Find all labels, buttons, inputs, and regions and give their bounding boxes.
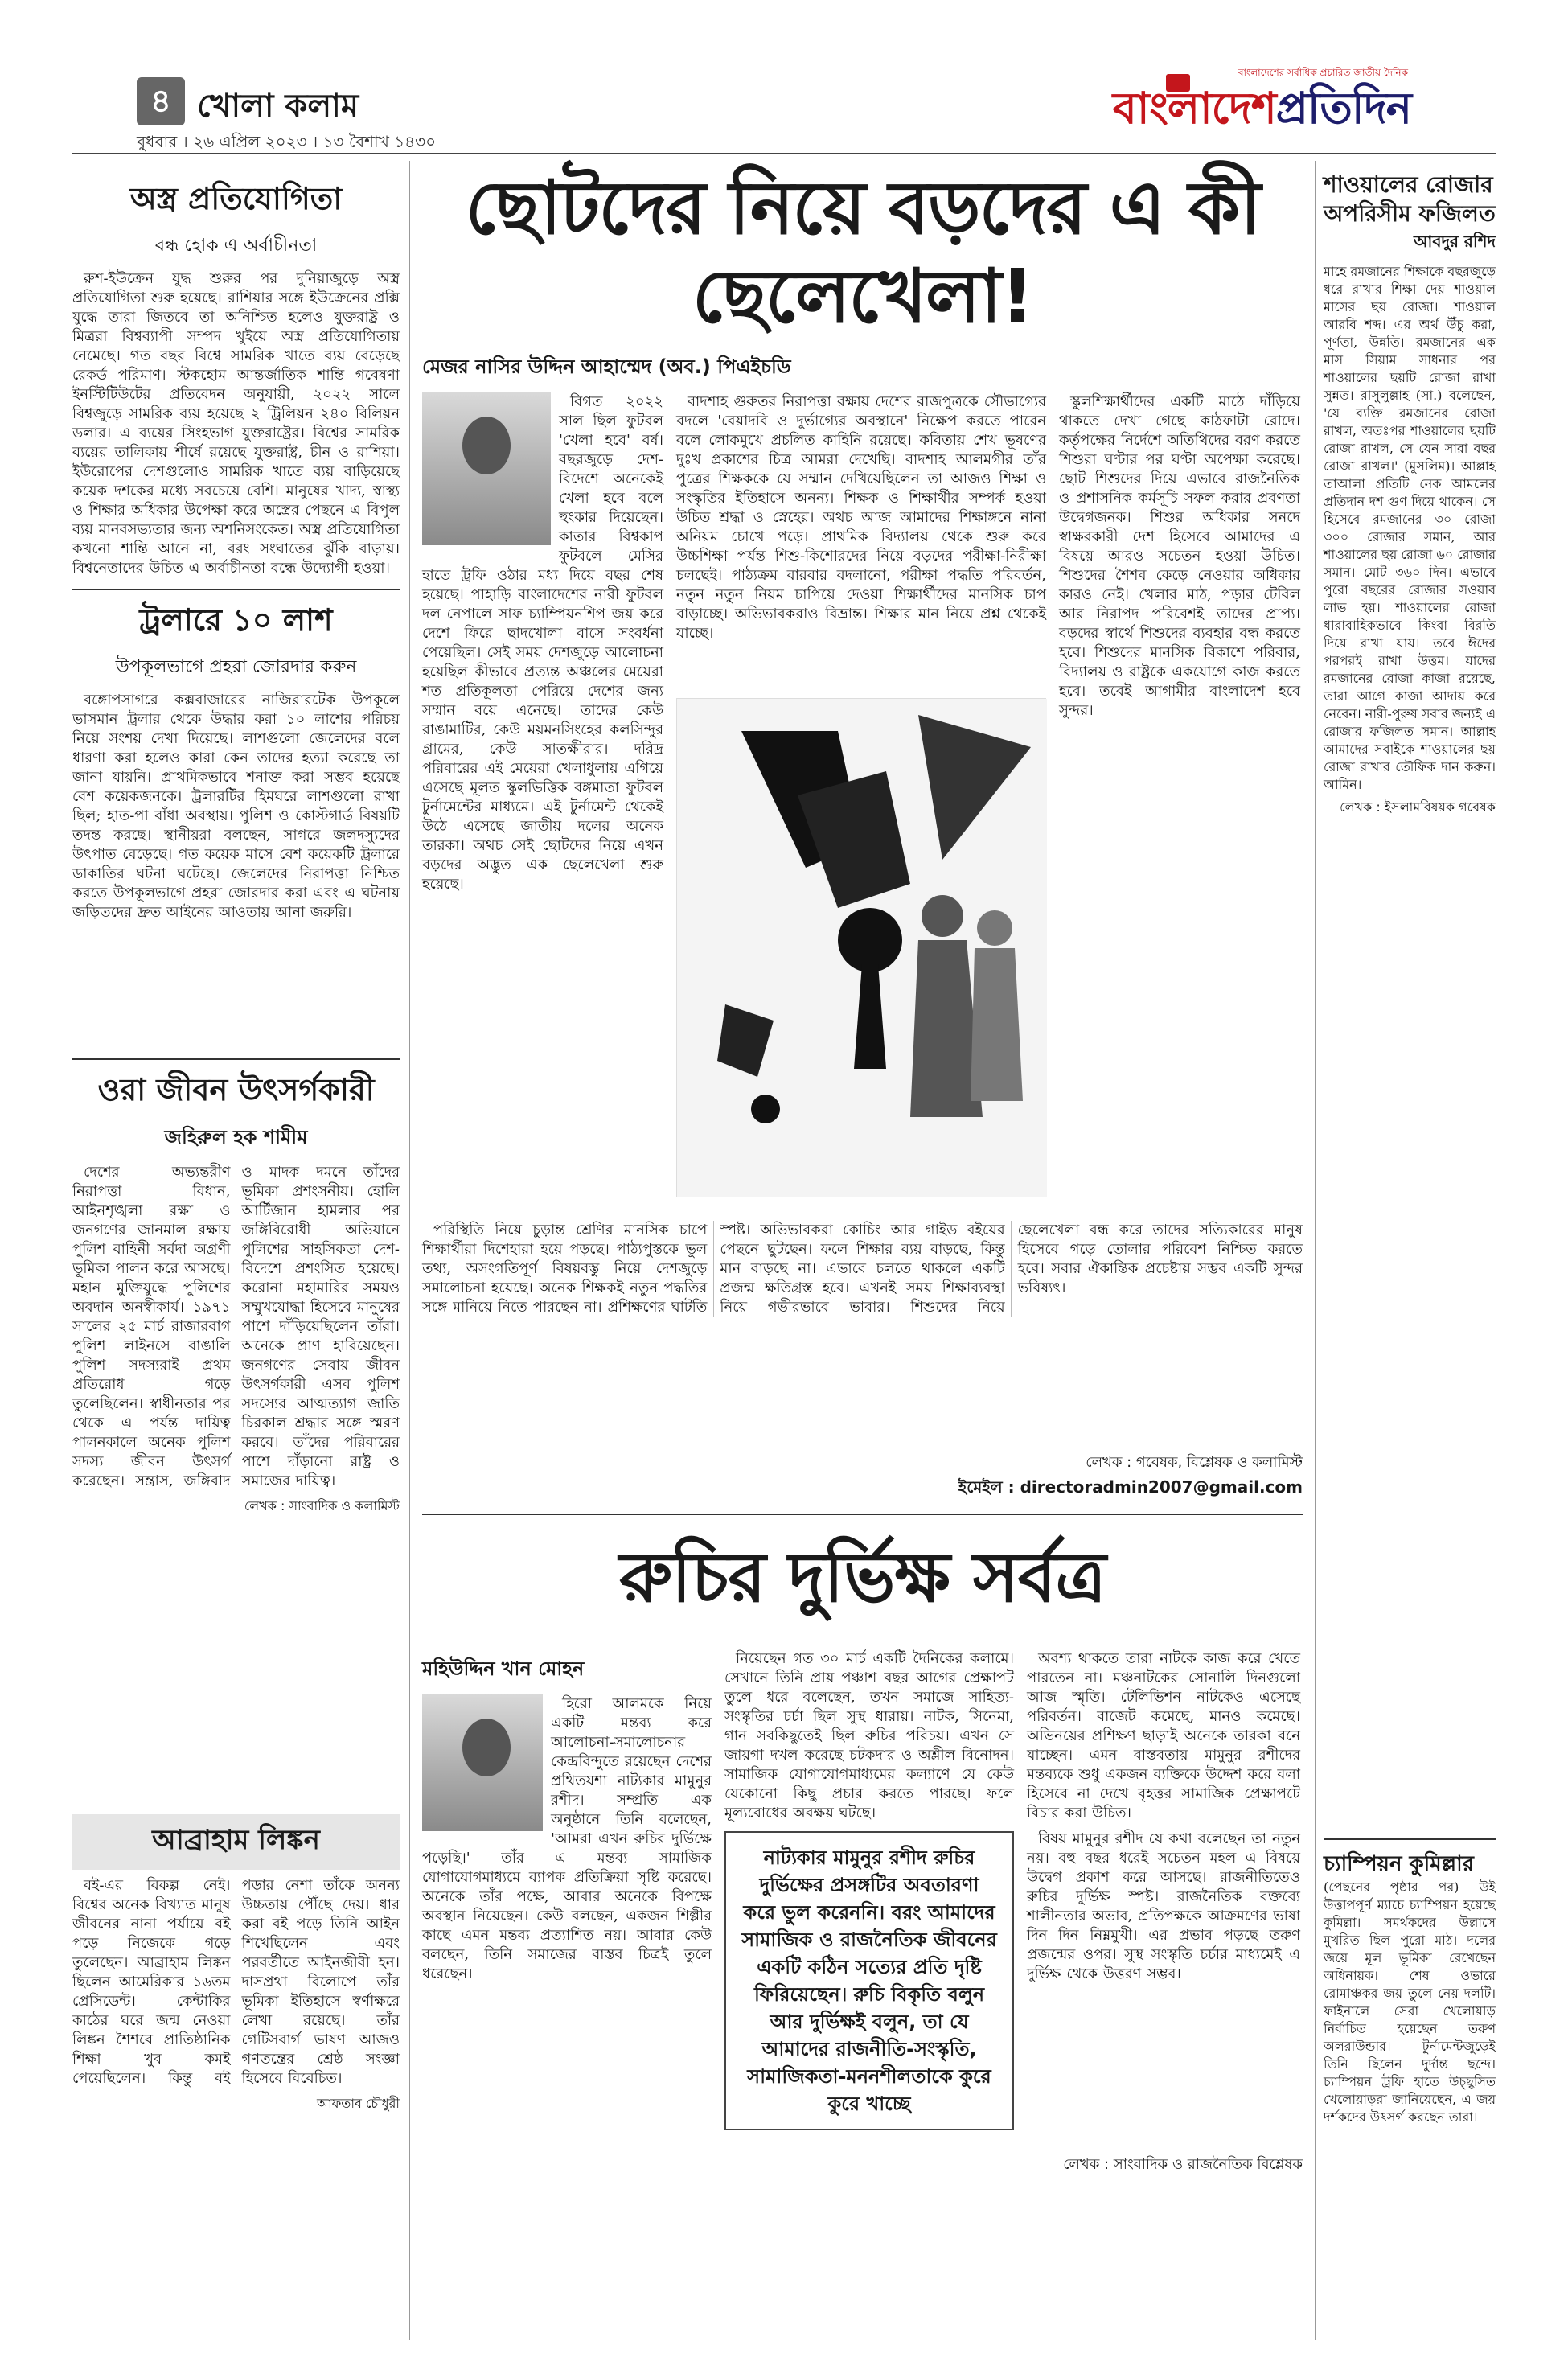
- column-lincoln: [72, 1876, 409, 2327]
- hands-children-illustration-icon: [677, 699, 1047, 1197]
- section-title: খোলা কলাম: [197, 88, 359, 125]
- lead-story-body: [422, 392, 1303, 1213]
- column-sacrifice-headline: ওরা জীবন উৎসর্গকারী: [97, 1072, 375, 1107]
- lead-story-headline: ছোটদের নিয়ে বড়দের এ কী ছেলেখেলা!: [465, 165, 1260, 339]
- lead-story-author-note: লেখক : গবেষক, বিশ্লেষক ও কলামিস্ট: [1086, 1454, 1303, 1471]
- left-column: [72, 161, 410, 2340]
- newspaper-brand: [1113, 66, 1411, 135]
- divider: [1324, 1838, 1496, 1840]
- divider: [72, 589, 400, 590]
- masthead-divider: [72, 153, 1496, 154]
- column-shawwal: [1324, 170, 1496, 1827]
- column-shawwal-author-note: লেখক : ইসলামবিষয়ক গবেষক: [1340, 799, 1496, 815]
- middle-column: [422, 161, 1303, 2340]
- editorial-arms-race-headline: অস্ত্র প্রতিযোগিতা: [129, 181, 343, 216]
- column-sacrifice-author-note: লেখক : সাংবাদিক ও কলামিস্ট: [244, 1498, 400, 1514]
- column-lincoln-body: বই-এর বিকল্প নেই। বিশ্বের অনেক বিখ্যাত মানুষ জীবনের নানা পর্যায়ে বই পড়ে নিজেকে গড়ে তুলেছেন। আব্রাহাম লিঙ্কন ছিলেন আমেরিকার ১৬তম প্রেসিডেন্ট। কেন্টাকির কাঠের ঘরে জন্ম নেওয়া লিঙ্কন শৈশবে প্রাতিষ্ঠানিক শিক্ষা খুব কমই পেয়েছিলেন। কিন্তু বই পড়ার নেশা তাঁকে অনন্য উচ্চতায় পৌঁছে দেয়। ধার করা বই পড়ে তিনি আইন শিখেছিলেন এবং পরবর্তীতে আইনজীবী হন। দাসপ্রথা বিলোপে তাঁর ভূমিকা ইতিহাসে স্বর্ণাক্ষরে লেখা রয়েছে। তাঁর গেটিসবার্গ ভাষণ আজও গণতন্ত্রের শ্রেষ্ঠ সংজ্ঞা হিসেবে বিবেচিত।: [72, 1877, 400, 2087]
- story-comilla: [1324, 1850, 1496, 2300]
- lead-story-center: [676, 392, 1046, 1213]
- editorial-arms-race-body: রুশ-ইউক্রেন যুদ্ধ শুরুর পর দুনিয়াজুড়ে অস্ত্র প্রতিযোগিতা শুরু হয়েছে। রাশিয়ার সঙ্গে ইউক্রেনের প্রক্সি যুদ্ধে তারা জিতবে তা অনিশ্চিত হলেও যুক্তরাষ্ট্র ও মিত্ররা বিশ্বব্যাপী সম্পদ খুইয়ে অস্ত্র প্রতিযোগিতায় নেমেছে। গত বছর বিশ্বে সামরিক খাতে ব্যয় বেড়েছে রেকর্ড পরিমাণ। স্টকহোম আন্তর্জাতিক শান্তি গবেষণা ইনস্টিটিউটের প্রতিবেদন অনুযায়ী, ২০২২ সালে বিশ্বজুড়ে সামরিক ব্যয় হয়েছে ২ ট্রিলিয়ন ২৪০ বিলিয়ন ডলার। এ ব্যয়ের সিংহভাগ যুক্তরাষ্ট্রের। বিশ্বের সামরিক ব্যয়ের তালিকায় শীর্ষে রয়েছে যুক্তরাষ্ট্র, চীন ও রাশিয়া। ইউরোপের দেশগুলোও সামরিক খাতে ব্যয় বাড়িয়েছে কয়েক দশকের মধ্যে সবচেয়ে বেশি। মানুষের খাদ্য, স্বাস্থ্য ও শিক্ষার অধিকার উপেক্ষা করে অস্ত্রের পেছনে এ বিপুল ব্যয় মানবসভ্যতার জন্য অশনিসংকেত। অস্ত্র প্রতিযোগিতা কখনো শান্তি আনে না, বরং সংঘাতের ঝুঁকি বাড়ায়। বিশ্বনেতাদের উচিত এ অর্বাচীনতা বন্ধে উদ্যোগী হওয়া।: [72, 270, 400, 577]
- author-photo: [422, 392, 551, 545]
- second-story-body: [422, 1649, 1303, 2148]
- lead-story-byline: মেজর নাসির উদ্দিন আহাম্মেদ (অব.) পিএইচডি: [422, 355, 791, 378]
- brand-name-part-a: বাংলাদেশ: [1112, 83, 1276, 133]
- column-shawwal-byline: আবদুর রশিদ: [1414, 232, 1496, 251]
- right-column: [1315, 161, 1496, 2340]
- editorial-trawler-body: বঙ্গোপসাগরে কক্সবাজারের নাজিরারটেক উপকূলে ভাসমান ট্রলার থেকে উদ্ধার করা ১০ লাশের পরিচয় নিয়ে সংশয় দেখা দিয়েছে। লাশগুলো জেলেদের বলে ধারণা করা হলেও কারা কেন তাদের হত্যা করেছে তা জানা যায়নি। প্রাথমিকভাবে শনাক্ত করা সম্ভব হয়েছে বেশ কয়েকজনকে। ট্রলারটির হিমঘরে লাশগুলো রাখা ছিল; হাত-পা বাঁধা অবস্থায়। পুলিশ ও কোস্টগার্ড বিষয়টি তদন্ত করছে। স্থানীয়রা বলছেন, সাগরে জলদস্যুদের উৎপাত বেড়েছে। গত কয়েক মাসে বেশ কয়েকটি ট্রলারে ডাকাতির ঘটনা ঘটেছে। জেলেদের নিরাপত্তা নিশ্চিত করতে উপকূলভাগে প্রহরা জোরদার করা এবং এ ঘটনায় জড়িতদের দ্রুত আইনের আওতায় আনা জরুরি।: [72, 692, 400, 921]
- editorial-trawler-headline: ট্রলারে ১০ লাশ: [139, 602, 333, 638]
- second-story-headline: রুচির দুর্ভিক্ষ সর্বত্র: [619, 1538, 1106, 1618]
- lead-story-col-2: বাদশাহ গুরুতর নিরাপত্তা রক্ষায় দেশের রাজপুত্রকে সৌভাগ্যের বদলে 'বেয়াদবি ও দুর্ভাগ্যের অবস্থানে' নিক্ষেপ করতে পারেন বলে লোকমুখে প্রচলিত কাহিনি রয়েছে। কবিতায় শেখ ভূষণের দুঃখ প্রকাশের চিত্র আমরা দেখেছি। বাদশাহ আলমগীর তাঁর পুত্রের শিক্ষককে যে সম্মান দেখিয়েছিলেন তা আজও শিক্ষা ও সংস্কৃতির ইতিহাসে অনন্য। শিক্ষক ও শিক্ষার্থীর সম্পর্ক হওয়া উচিত শ্রদ্ধা ও স্নেহের। অথচ আজ আমাদের শিক্ষাঙ্গনে নানা অনিয়ম চোখে পড়ে। প্রাথমিক বিদ্যালয় থেকে শুরু করে উচ্চশিক্ষা পর্যন্ত শিশু-কিশোরদের নিয়ে বড়দের পরীক্ষা-নিরীক্ষা চলছেই। পাঠ্যক্রম বারবার বদলানো, পরীক্ষা পদ্ধতি পরিবর্তন, নতুন নতুন নিয়ম চাপিয়ে দেওয়া শিক্ষার্থীদের মানসিক চাপ বাড়াচ্ছে। অভিভাবকরাও বিভ্রান্ত। শিক্ষার মান নিয়ে প্রশ্ন থেকেই যাচ্ছে।: [676, 393, 1046, 642]
- author-photo: [422, 1694, 543, 1831]
- second-story-col-3: অবশ্য থাকতে তারা নাটকে কাজ করে খেতে পারতেন না। মঞ্চনাটকের সোনালি দিনগুলো আজ স্মৃতি। টেলিভিশন নাটকেও এসেছে পরিবর্তন। বাজেট কমেছে, মানও কমেছে। অভিনয়ের প্রশিক্ষণ ছাড়াই অনেকে তারকা বনে যাচ্ছেন। এমন বাস্তবতায় মামুনুর রশীদের মন্তব্যকে শুধু একজন ব্যক্তিকে উদ্দেশ করে বলা হিসেবে না দেখে বৃহত্তর সামাজিক প্রেক্ষাপটে বিচার করা উচিত। বিষয় মামুনুর রশীদ যে কথা বলেছেন তা নতুন নয়। বহু বছর ধরেই সচেতন মহল এ বিষয়ে উদ্বেগ প্রকাশ করে আসছে। রাজনীতিতেও রুচির দুর্ভিক্ষ স্পষ্ট। রাজনৈতিক বক্তব্যে শালীনতার অভাব, প্রতিপক্ষকে আক্রমণের ভাষা দিন দিন নিম্নমুখী। এর প্রভাব পড়ছে তরুণ প্রজন্মের ওপর। সুস্থ সংস্কৃতি চর্চার মাধ্যমেই এ দুর্ভিক্ষ থেকে উত্তরণ সম্ভব।: [1027, 1650, 1300, 1982]
- second-story-col-1: মহিউদ্দিন খান মোহন হিরো আলমকে নিয়ে একটি মন্তব্য করে আলোচনা-সমালোচনার কেন্দ্রবিন্দুতে রয়েছেন দেশের প্রথিতযশা নাট্যকার মামুনুর রশীদ। সম্প্রতি এক অনুষ্ঠানে তিনি বলেছেন, 'আমরা এখন রুচির দুর্ভিক্ষে পড়েছি।' তাঁর এ মন্তব্য সামাজিক যোগাযোগমাধ্যমে ব্যাপক প্রতিক্রিয়া সৃষ্টি করেছে। অনেকে তাঁর পক্ষে, আবার অনেকে বিপক্ষে অবস্থান নিয়েছেন। কেউ বলছেন, একজন শিল্পীর কাছে এমন মন্তব্য প্রত্যাশিত নয়। আবার কেউ বলছেন, তিনি সমাজের বাস্তব চিত্রই তুলে ধরেছেন।: [422, 1649, 712, 2148]
- column-lincoln-headline: আব্রাহাম লিঙ্কন: [72, 1814, 400, 1870]
- story-comilla-headline: চ্যাম্পিয়ন কুমিল্লার: [1324, 1852, 1474, 1876]
- editorial-trawler-subhead: উপকূলভাগে প্রহরা জোরদার করুন: [115, 657, 357, 677]
- brand-tagline: বাংলাদেশের সর্বাধিক প্রচারিত জাতীয় দৈনিক: [1238, 67, 1408, 78]
- masthead: [0, 0, 1568, 151]
- second-story-byline: মহিউদ্দিন খান মোহন: [422, 1657, 585, 1680]
- story-comilla-body: (পেছনের পৃষ্ঠার পর) উই উত্তাপপূর্ণ ম্যাচে চ্যাম্পিয়ন হয়েছে কুমিল্লা। সমর্থকদের উল্লাসে মুখরিত ছিল পুরো মাঠ। দলের জয়ে মূল ভূমিকা রেখেছেন অধিনায়ক। শেষ ওভারে রোমাঞ্চকর জয় তুলে নেয় দলটি। ফাইনালে সেরা খেলোয়াড় নির্বাচিত হয়েছেন তরুণ অলরাউন্ডার। টুর্নামেন্টজুড়েই তিনি ছিলেন দুর্দান্ত ছন্দে। চ্যাম্পিয়ন ট্রফি হাতে উচ্ছ্বসিত খেলোয়াড়রা জানিয়েছেন, এ জয় দর্শকদের উৎসর্গ করছেন তারা।: [1324, 1879, 1496, 2125]
- page-number: ৪: [137, 77, 185, 125]
- lead-story-col-1: বিগত ২০২২ সাল ছিল ফুটবল 'খেলা হবে' বর্ষ। বছরজুড়ে দেশ-বিদেশে অনেকেই খেলা হবে বলে হুংকার দিয়েছেন। কাতার বিশ্বকাপ ফুটবলে মেসির হাতে ট্রফি ওঠার মধ্য দিয়ে বছর শেষ হয়েছে। পাহাড়ি বাংলাদেশের নারী ফুটবল দল নেপালে সাফ চ্যাম্পিয়নশিপ জয় করে দেশে ফিরে ছাদখোলা বাসে সংবর্ধনা পেয়েছিল। সেই সময় দেশজুড়ে আলোচনা হয়েছিল কীভাবে প্রত্যন্ত অঞ্চলের মেয়েরা শত প্রতিকূলতা পেরিয়ে দেশের জন্য সম্মান বয়ে এনেছে। তাদের কেউ রাঙামাটির, কেউ ময়মনসিংহের কলসিন্দুর গ্রামের, কেউ সাতক্ষীরার। দরিদ্র পরিবারের এই মেয়েরা খেলাধুলায় এগিয়ে এসেছে মূলত স্কুলভিত্তিক বঙ্গমাতা ফুটবল টুর্নামেন্টের মাধ্যমে। এই টুর্নামেন্ট থেকেই উঠে এসেছে জাতীয় দলের অনেক তারকা। অথচ সেই ছোটদের নিয়ে এখন বড়দের অদ্ভুত এক ছেলেখেলা শুরু হয়েছে।: [422, 393, 663, 893]
- editorial-arms-race: [72, 175, 409, 577]
- brand-name-part-b: প্রতিদিন: [1275, 83, 1411, 133]
- column-shawwal-body: মাহে রমজানের শিক্ষাকে বছরজুড়ে ধরে রাখার শিক্ষা দেয় শাওয়াল মাসের ছয় রোজা। শাওয়াল আরবি শব্দ। এর অর্থ উঁচু করা, পূর্ণতা, উন্নতি। রমজানের এক মাস সিয়াম সাধনার পর শাওয়ালের ছয়টি রোজা রাখা সুন্নত। রাসুলুল্লাহ (সা.) বলেছেন, 'যে ব্যক্তি রমজানের রোজা রাখল, অতঃপর শাওয়ালের ছয়টি রোজা রাখল, সে যেন সারা বছর রোজা রাখল।' (মুসলিম)। আল্লাহ তাআলা প্রতিটি নেক আমলের প্রতিদান দশ গুণ দিয়ে থাকেন। সে হিসেবে রমজানের ৩০ রোজা ৩০০ রোজার সমান, আর শাওয়ালের ছয় রোজা ৬০ রোজার সমান। মোট ৩৬০ দিন। এভাবে পুরো বছরের রোজার সওয়াব লাভ হয়। শাওয়ালের রোজা ধারাবাহিকভাবে কিংবা বিরতি দিয়ে রাখা যায়। তবে ঈদের পরপরই রাখা উত্তম। যাদের রমজানের রোজা কাজা রয়েছে, তারা আগে কাজা আদায় করে নেবেন। নারী-পুরুষ সবার জন্যই এ রোজার ফজিলত সমান। আল্লাহ আমাদের সবাইকে শাওয়ালের ছয় রোজা রাখার তৌফিক দান করুন। আমিন।: [1324, 264, 1496, 792]
- column-sacrifice: [72, 1066, 409, 1806]
- second-story-author-note: লেখক : সাংবাদিক ও রাজনৈতিক বিশ্লেষক: [1063, 2156, 1303, 2173]
- divider: [72, 1058, 400, 1060]
- column-sacrifice-body: দেশের অভ্যন্তরীণ নিরাপত্তা বিধান, আইনশৃঙ্খলা রক্ষা ও জনগণের জানমাল রক্ষায় পুলিশ বাহিনী সর্বদা অগ্রণী ভূমিকা পালন করে আসছে। মহান মুক্তিযুদ্ধে পুলিশের অবদান অনস্বীকার্য। ১৯৭১ সালের ২৫ মার্চ রাজারবাগ পুলিশ লাইনসে বাঙালি পুলিশ সদস্যরাই প্রথম প্রতিরোধ গড়ে তুলেছিলেন। স্বাধীনতার পর থেকে এ পর্যন্ত দায়িত্ব পালনকালে অনেক পুলিশ সদস্য জীবন উৎসর্গ করেছেন। সন্ত্রাস, জঙ্গিবাদ ও মাদক দমনে তাঁদের ভূমিকা প্রশংসনীয়। হোলি আর্টিজান হামলার পর জঙ্গিবিরোধী অভিযানে পুলিশের সাহসিকতা দেশ-বিদেশে প্রশংসিত হয়েছে। করোনা মহামারির সময়ও সম্মুখযোদ্ধা হিসেবে মানুষের পাশে দাঁড়িয়েছিলেন তাঁরা। অনেকে প্রাণ হারিয়েছেন। জনগণের সেবায় জীবন উৎসর্গকারী এসব পুলিশ সদস্যের আত্মত্যাগ জাতি চিরকাল শ্রদ্ধার সঙ্গে স্মরণ করবে। তাঁদের পরিবারের পাশে দাঁড়ানো রাষ্ট্র ও সমাজের দায়িত্ব।: [72, 1164, 400, 1489]
- lead-story-lower: পরিস্থিতি নিয়ে চুড়ান্ত শ্রেণির মানসিক চাপে শিক্ষার্থীরা দিশেহারা হয়ে পড়ছে। পাঠ্যপুস্তকে ভুল তথ্য, অসংগতিপূর্ণ বিষয়বস্তু নিয়ে দেশজুড়ে সমালোচনা হয়েছে। অনেক শিক্ষকই নতুন পদ্ধতির সঙ্গে মানিয়ে নিতে পারছেন না। প্রশিক্ষণের ঘাটতি স্পষ্ট। অভিভাবকরা কোচিং আর গাইড বইয়ের পেছনে ছুটছেন। ফলে শিক্ষার ব্যয় বাড়ছে, কিন্তু মান বাড়ছে না। এভাবে চলতে থাকলে একটি প্রজন্ম ক্ষতিগ্রস্ত হবে। এখনই সময় শিক্ষাব্যবস্থা নিয়ে গভীরভাবে ভাবার। শিশুদের নিয়ে ছেলেখেলা বন্ধ করে তাদের সত্যিকারের মানুষ হিসেবে গড়ে তোলার পরিবেশ নিশ্চিত করতে হবে। সবার ঐকান্তিক প্রচেষ্টায় সম্ভব একটি সুন্দর ভবিষ্যৎ।: [422, 1222, 1303, 1316]
- lead-story-email: ইমেইল : directoradmin2007@gmail.com: [958, 1477, 1303, 1497]
- editorial-arms-race-subhead: বন্ধ হোক এ অর্বাচীনতা: [154, 236, 318, 256]
- column-shawwal-headline: শাওয়ালের রোজার অপরিসীম ফজিলত: [1324, 171, 1496, 227]
- brand-name: [1113, 82, 1411, 135]
- issue-date: বুধবার । ২৬ এপ্রিল ২০২৩ । ১৩ বৈশাখ ১৪৩০: [137, 132, 437, 151]
- lead-story-illustration: [676, 698, 1046, 1197]
- second-story-col-2: নিয়েছেন গত ৩০ মার্চ একটি দৈনিকের কলামে। সেখানে তিনি প্রায় পঞ্চাশ বছর আগের প্রেক্ষাপট তুলে ধরে বলেছেন, তখন সমাজে সাহিত্য-সংস্কৃতির চর্চা ছিল সুস্থ ধারায়। নাটক, সিনেমা, গান সবকিছুতেই ছিল রুচির পরিচয়। এখন সে জায়গা দখল করেছে চটকদার ও অশ্লীল বিনোদন। সামাজিক যোগাযোগমাধ্যমের কল্যাণে যে কেউ যেকোনো কিছু প্রচার করতে পারছে। ফলে মূল্যবোধের অবক্ষয় ঘটছে। নাট্যকার মামুনুর রশীদ রুচির দুর্ভিক্ষের প্রসঙ্গটির অবতারণা করে ভুল করেননি। বরং আমাদের সামাজিক ও রাজনৈতিক জীবনের একটি কঠিন সত্যের প্রতি দৃষ্টি ফিরিয়েছেন। রুচি বিকৃতি বলুন আর দুর্ভিক্ষই বলুন, তা যে আমাদের রাজনীতি-সংস্কৃতি, সামাজিকতা-মননশীলতাকে কুরে কুরে খাচ্ছে: [724, 1649, 1014, 2148]
- divider: [422, 1514, 1303, 1515]
- column-lincoln-author: আফতাব চৌধুরী: [316, 2096, 400, 2111]
- lead-story-col-3: স্কুলশিক্ষার্থীদের একটি মাঠে দাঁড়িয়ে থাকতে দেখা গেছে কাঠফাটা রোদে। কর্তৃপক্ষের নির্দেশে অতিথিদের বরণ করতে শিশুরা ঘণ্টার পর ঘণ্টা অপেক্ষা করেছে। ছোট শিশুদের দিয়ে এভাবে রাজনৈতিক ও প্রশাসনিক কর্মসূচি সফল করার প্রবণতা উদ্বেগজনক। শিশুর অধিকার সনদে স্বাক্ষরকারী দেশ হিসেবে আমাদের এ বিষয়ে আরও সচেতন হওয়া উচিত। শিশুদের শৈশব কেড়ে নেওয়ার অধিকার কারও নেই। খেলার মাঠ, পড়ার টেবিল আর নিরাপদ পরিবেশই তাদের প্রাপ্য। বড়দের স্বার্থে শিশুদের ব্যবহার বন্ধ করতে হবে। শিশুদের মানসিক বিকাশে পরিবার, বিদ্যালয় ও রাষ্ট্রকে একযোগে কাজ করতে হবে। তবেই আগামীর বাংলাদেশ হবে সুন্দর।: [1059, 393, 1300, 719]
- column-sacrifice-byline: জহিরুল হক শামীম: [164, 1126, 308, 1148]
- pull-quote: নাট্যকার মামুনুর রশীদ রুচির দুর্ভিক্ষের প্রসঙ্গটির অবতারণা করে ভুল করেননি। বরং আমাদের সামাজিক ও রাজনৈতিক জীবনের একটি কঠিন সত্যের প্রতি দৃষ্টি ফিরিয়েছেন। রুচি বিকৃতি বলুন আর দুর্ভিক্ষই বলুন, তা যে আমাদের রাজনীতি-সংস্কৃতি, সামাজিকতা-মননশীলতাকে কুরে কুরে খাচ্ছে: [724, 1831, 1014, 2130]
- editorial-trawler: [72, 597, 409, 1047]
